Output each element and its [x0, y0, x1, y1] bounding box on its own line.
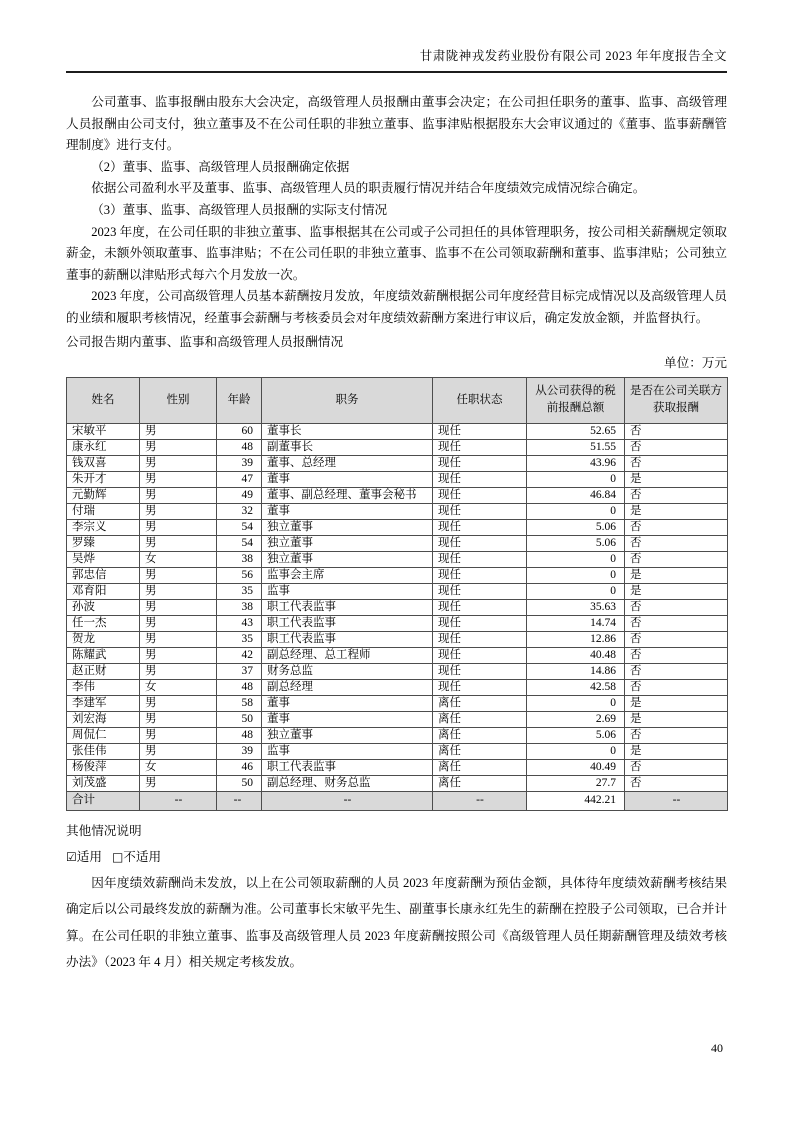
table-cell: 男 [140, 439, 217, 455]
applicability-line [66, 844, 727, 870]
table-cell: 35 [217, 631, 262, 647]
table-row [67, 551, 728, 567]
total-cell: -- [262, 791, 433, 810]
table-cell: 职工代表监事 [262, 631, 433, 647]
table-cell: 男 [140, 663, 217, 679]
table-cell: 否 [625, 535, 728, 551]
table-cell: 39 [217, 743, 262, 759]
table-cell: 38 [217, 551, 262, 567]
col-header-pretax-pay: 从公司获得的税前报酬总额 [527, 377, 625, 423]
table-cell: 0 [527, 583, 625, 599]
table-cell: 14.74 [527, 615, 625, 631]
table-cell: 孙波 [67, 599, 140, 615]
table-cell: 现任 [433, 503, 527, 519]
table-cell: 否 [625, 455, 728, 471]
table-cell: 男 [140, 503, 217, 519]
table-cell: 否 [625, 423, 728, 439]
table-cell: 0 [527, 503, 625, 519]
table-cell: 0 [527, 695, 625, 711]
not-applicable-label: 不适用 [123, 849, 162, 864]
table-cell: 是 [625, 471, 728, 487]
table-cell: 离任 [433, 711, 527, 727]
table-cell: 43 [217, 615, 262, 631]
table-header [67, 377, 728, 423]
table-cell: 是 [625, 503, 728, 519]
table-cell: 男 [140, 727, 217, 743]
table-cell: 50 [217, 775, 262, 791]
applicable-label: 适用 [76, 849, 102, 864]
table-cell: 独立董事 [262, 519, 433, 535]
table-cell: 男 [140, 631, 217, 647]
table-cell: 离任 [433, 743, 527, 759]
table-cell: 现任 [433, 663, 527, 679]
table-cell: 48 [217, 439, 262, 455]
col-header-name: 姓名 [67, 377, 140, 423]
table-cell: 32 [217, 503, 262, 519]
table-cell: 男 [140, 567, 217, 583]
table-cell: 38 [217, 599, 262, 615]
other-notes-section [66, 818, 727, 976]
table-cell: 副总经理、财务总监 [262, 775, 433, 791]
table-cell: 47 [217, 471, 262, 487]
table-row [67, 727, 728, 743]
table-row [67, 711, 728, 727]
table-cell: 男 [140, 423, 217, 439]
notes-heading: 其他情况说明 [66, 823, 142, 838]
table-cell: 是 [625, 567, 728, 583]
table-cell: 男 [140, 519, 217, 535]
table-cell: 董事 [262, 695, 433, 711]
table-cell: 40.49 [527, 759, 625, 775]
table-cell: 否 [625, 599, 728, 615]
table-cell: 否 [625, 647, 728, 663]
table-cell: 0 [527, 567, 625, 583]
table-cell: 35 [217, 583, 262, 599]
table-cell: 否 [625, 551, 728, 567]
page-header-title: 甘肃陇神戎发药业股份有限公司 2023 年年度报告全文 [419, 49, 727, 63]
table-cell: 副总经理、总工程师 [262, 647, 433, 663]
table-cell: 否 [625, 487, 728, 503]
table-cell: 否 [625, 727, 728, 743]
table-cell: 现任 [433, 423, 527, 439]
table-cell: 离任 [433, 775, 527, 791]
table-cell: 现任 [433, 519, 527, 535]
table-row [67, 535, 728, 551]
table-cell: 女 [140, 759, 217, 775]
table-cell: 42.58 [527, 679, 625, 695]
table-cell: 否 [625, 519, 728, 535]
table-cell: 35.63 [527, 599, 625, 615]
table-cell: 46 [217, 759, 262, 775]
table-row [67, 647, 728, 663]
notes-text: 因年度绩效薪酬尚未发放，以上在公司领取薪酬的人员 2023 年度薪酬为预估金额，具体待年度绩效薪酬考核结果确定后以公司最终发放的薪酬为准。公司董事长宋敏平先生、副董事长康永红先生的薪酬在控股子公司领取，已合并计算。在公司任职的非独立董事、监事及高级管理人员 2023 年度薪酬按照公司《高级管理人员任期薪酬管理及绩效考核办法》（2023 年 4 月）相关规定考核发放。 [66, 875, 727, 970]
table-cell: 元勤辉 [67, 487, 140, 503]
table-cell: 离任 [433, 727, 527, 743]
table-cell: 现任 [433, 615, 527, 631]
table-cell: 监事 [262, 583, 433, 599]
table-cell: 5.06 [527, 535, 625, 551]
table-cell: 男 [140, 615, 217, 631]
table-cell: 40.48 [527, 647, 625, 663]
table-cell: 5.06 [527, 727, 625, 743]
table-total-row [67, 791, 728, 810]
table-cell: 49 [217, 487, 262, 503]
table-cell: 康永红 [67, 439, 140, 455]
table-row [67, 631, 728, 647]
table-cell: 财务总监 [262, 663, 433, 679]
table-cell: 职工代表监事 [262, 599, 433, 615]
table-cell: 男 [140, 775, 217, 791]
total-cell: -- [433, 791, 527, 810]
table-cell: 是 [625, 743, 728, 759]
table-cell: 男 [140, 743, 217, 759]
total-cell: 合计 [67, 791, 140, 810]
unit-label: 单位：万元 [664, 356, 727, 371]
table-cell: 监事 [262, 743, 433, 759]
col-header-related-party: 是否在公司关联方获取报酬 [625, 377, 728, 423]
table-cell: 51.55 [527, 439, 625, 455]
table-cell: 董事 [262, 471, 433, 487]
col-header-status: 任职状态 [433, 377, 527, 423]
col-header-gender: 性别 [140, 377, 217, 423]
table-cell: 董事 [262, 711, 433, 727]
table-row [67, 599, 728, 615]
paragraph-2023-nonindep: 2023 年度，在公司任职的非独立董事、监事根据其在公司或子公司担任的具体管理职务，按公司相关薪酬规定领取薪金，未额外领取董事、监事津贴；不在公司任职的非独立董事、监事不在公司领取薪酬和董事、监事津贴；公司独立董事的薪酬以津贴形式每六个月发放一次。 [66, 224, 727, 282]
table-cell: 0 [527, 743, 625, 759]
table-row [67, 519, 728, 535]
table-cell: 48 [217, 727, 262, 743]
table-cell: 独立董事 [262, 551, 433, 567]
table-cell: 付瑞 [67, 503, 140, 519]
table-cell: 42 [217, 647, 262, 663]
table-cell: 男 [140, 471, 217, 487]
table-cell: 副董事长 [262, 439, 433, 455]
table-cell: 朱开才 [67, 471, 140, 487]
table-cell: 2.69 [527, 711, 625, 727]
table-cell: 男 [140, 455, 217, 471]
table-cell: 郭忠信 [67, 567, 140, 583]
table-row [67, 695, 728, 711]
table-cell: 监事会主席 [262, 567, 433, 583]
table-cell: 女 [140, 551, 217, 567]
table-cell: 男 [140, 647, 217, 663]
table-row [67, 439, 728, 455]
table-cell: 50 [217, 711, 262, 727]
table-cell: 男 [140, 535, 217, 551]
table-cell: 14.86 [527, 663, 625, 679]
table-cell: 56 [217, 567, 262, 583]
table-cell: 37 [217, 663, 262, 679]
table-cell: 现任 [433, 599, 527, 615]
table-cell: 否 [625, 615, 728, 631]
table-cell: 陈耀武 [67, 647, 140, 663]
table-cell: 否 [625, 631, 728, 647]
table-cell: 是 [625, 583, 728, 599]
table-row [67, 423, 728, 439]
table-cell: 副总经理 [262, 679, 433, 695]
table-cell: 离任 [433, 695, 527, 711]
table-cell: 现任 [433, 567, 527, 583]
table-cell: 贺龙 [67, 631, 140, 647]
table-cell: 离任 [433, 759, 527, 775]
table-cell: 现任 [433, 679, 527, 695]
table-row [67, 615, 728, 631]
table-row [67, 567, 728, 583]
table-caption: 公司报告期内董事、监事和高级管理人员报酬情况 [66, 334, 344, 349]
table-cell: 是 [625, 695, 728, 711]
table-cell: 刘茂盛 [67, 775, 140, 791]
total-cell: -- [140, 791, 217, 810]
table-cell: 现任 [433, 471, 527, 487]
table-cell: 60 [217, 423, 262, 439]
table-cell: 27.7 [527, 775, 625, 791]
table-cell: 男 [140, 583, 217, 599]
table-cell: 现任 [433, 647, 527, 663]
table-cell: 职工代表监事 [262, 615, 433, 631]
table-cell: 现任 [433, 487, 527, 503]
table-cell: 李建军 [67, 695, 140, 711]
table-cell: 男 [140, 695, 217, 711]
item2-heading: （2）董事、监事、高级管理人员报酬确定依据 [91, 159, 350, 174]
table-cell: 否 [625, 439, 728, 455]
table-cell: 董事、副总经理、董事会秘书 [262, 487, 433, 503]
table-cell: 周侃仁 [67, 727, 140, 743]
checkbox-unchecked-icon: □ [111, 849, 124, 864]
table-cell: 独立董事 [262, 535, 433, 551]
table-cell: 43.96 [527, 455, 625, 471]
table-cell: 48 [217, 679, 262, 695]
table-cell: 职工代表监事 [262, 759, 433, 775]
table-cell: 52.65 [527, 423, 625, 439]
paragraph-2023-senior: 2023 年度，公司高级管理人员基本薪酬按月发放，年度绩效薪酬根据公司年度经营目标完成情况以及高级管理人员的业绩和履职考核情况，经董事会薪酬与考核委员会对年度绩效薪酬方案进行审议后，确定发放金额，并监督执行。 [66, 289, 727, 325]
table-cell: 58 [217, 695, 262, 711]
page-header [66, 46, 727, 73]
table-cell: 现任 [433, 535, 527, 551]
table-cell: 宋敏平 [67, 423, 140, 439]
total-amount-cell: 442.21 [527, 791, 625, 810]
table-cell: 男 [140, 599, 217, 615]
table-cell: 吴烨 [67, 551, 140, 567]
table-cell: 杨俊萍 [67, 759, 140, 775]
compensation-table [66, 377, 728, 811]
col-header-age: 年龄 [217, 377, 262, 423]
table-cell: 46.84 [527, 487, 625, 503]
table-cell: 39 [217, 455, 262, 471]
table-cell: 现任 [433, 551, 527, 567]
total-cell: -- [217, 791, 262, 810]
table-row [67, 503, 728, 519]
table-cell: 是 [625, 711, 728, 727]
table-body [67, 423, 728, 810]
table-cell: 0 [527, 471, 625, 487]
table-cell: 董事、总经理 [262, 455, 433, 471]
table-cell: 否 [625, 663, 728, 679]
table-cell: 张佳伟 [67, 743, 140, 759]
table-cell: 赵正财 [67, 663, 140, 679]
checkbox-checked-icon: ☑ [66, 849, 77, 864]
table-cell: 12.86 [527, 631, 625, 647]
table-cell: 现任 [433, 631, 527, 647]
table-cell: 李伟 [67, 679, 140, 695]
col-header-position: 职务 [262, 377, 433, 423]
table-cell: 女 [140, 679, 217, 695]
table-cell: 董事 [262, 503, 433, 519]
item3-heading: （3）董事、监事、高级管理人员报酬的实际支付情况 [91, 202, 388, 217]
table-cell: 现任 [433, 455, 527, 471]
table-row [67, 679, 728, 695]
table-row [67, 583, 728, 599]
table-cell: 否 [625, 759, 728, 775]
table-row [67, 743, 728, 759]
table-row [67, 487, 728, 503]
table-cell: 54 [217, 535, 262, 551]
table-cell: 罗臻 [67, 535, 140, 551]
table-row [67, 775, 728, 791]
paragraph-pay-decision: 公司董事、监事报酬由股东大会决定，高级管理人员报酬由董事会决定；在公司担任职务的董事、监事、高级管理人员报酬由公司支付，独立董事及不在公司任职的非独立董事、监事津贴根据股东大会审议通过的《董事、监事薪酬管理制度》进行支付。 [66, 95, 727, 153]
table-cell: 男 [140, 711, 217, 727]
table-cell: 现任 [433, 439, 527, 455]
page-content [66, 92, 727, 976]
table-row [67, 663, 728, 679]
table-cell: 董事长 [262, 423, 433, 439]
table-cell: 独立董事 [262, 727, 433, 743]
table-cell: 否 [625, 679, 728, 695]
table-cell: 刘宏海 [67, 711, 140, 727]
table-row [67, 759, 728, 775]
table-cell: 0 [527, 551, 625, 567]
total-cell: -- [625, 791, 728, 810]
table-header-row [67, 377, 728, 423]
table-cell: 邓育阳 [67, 583, 140, 599]
table-cell: 54 [217, 519, 262, 535]
table-row [67, 455, 728, 471]
item2-text: 依据公司盈利水平及董事、监事、高级管理人员的职责履行情况并结合年度绩效完成情况综合确定。 [91, 181, 646, 196]
table-row [67, 471, 728, 487]
table-cell: 任一杰 [67, 615, 140, 631]
table-cell: 男 [140, 487, 217, 503]
table-cell: 现任 [433, 583, 527, 599]
table-cell: 否 [625, 775, 728, 791]
table-cell: 李宗义 [67, 519, 140, 535]
page-number: 40 [711, 1041, 723, 1055]
table-cell: 钱双喜 [67, 455, 140, 471]
table-cell: 5.06 [527, 519, 625, 535]
